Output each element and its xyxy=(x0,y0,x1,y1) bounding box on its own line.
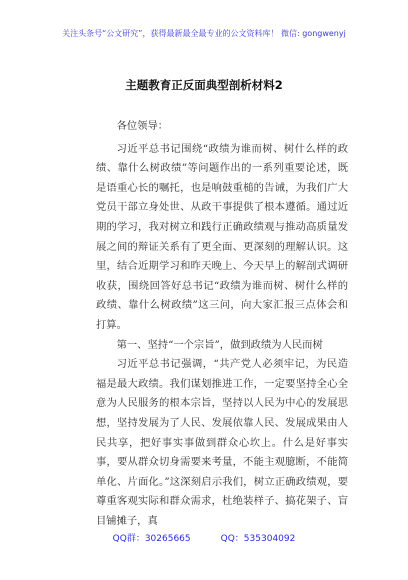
body-paragraph: 习近平总书记强调，“共产党人必须牢记，为民造福是最大政绩。我们谋划推进工作，一定要坚持全心全意为人民服务的根本宗旨，坚持以人民为中心的发展思想，坚持发展为了人民、发展依靠人民、发展成果由人民共享，把好事实事做到群众心坎上。什么是好事实事，要从群众切身需要来考量，不能主观臆断，不能简单化、片面化。”这深刻启示我们，树立正确政绩观，要尊重客观实际和群众需求，杜绝装样子、搞花架子、盲目铺摊子，真 xyxy=(96,358,348,527)
footer-contact xyxy=(0,531,408,544)
footer-qq: QQ：535304092 xyxy=(220,534,296,544)
document-body xyxy=(96,117,348,531)
top-banner: 关注头条号“公文研究”，获得最新最全最专业的公文资料库！ 微信: gongwenyj xyxy=(62,29,346,38)
section-heading: 第一、坚持“一个宗旨”，做到政绩为人民而树 xyxy=(116,338,323,351)
footer-qq-group: QQ群：30265665 xyxy=(112,534,191,544)
body-paragraph: 习近平总书记围绕“政绩为谁而树、树什么样的政绩、靠什么树政绩”等问题作出的一系列重要论述，既是语重心长的嘱托，也是响鼓重槌的告诫，为我们广大党员干部立身处世、从政干事提供了根本遵循。通过近期的学习，我对树立和践行正确政绩观与推动高质量发展之间的辩证关系有了更全面、更深刻的理解认识。这里，结合近期学习和昨天晚上、今天早上的解剖式调研收获，围绕回答好总书记“政绩为谁而树、树什么样的政绩、靠什么树政绩”这三问，向大家汇报三点体会和打算。 xyxy=(96,142,348,331)
document-title: 主题教育正反面典型剖析材料2 xyxy=(125,78,283,92)
salutation: 各位领导： xyxy=(116,120,169,132)
